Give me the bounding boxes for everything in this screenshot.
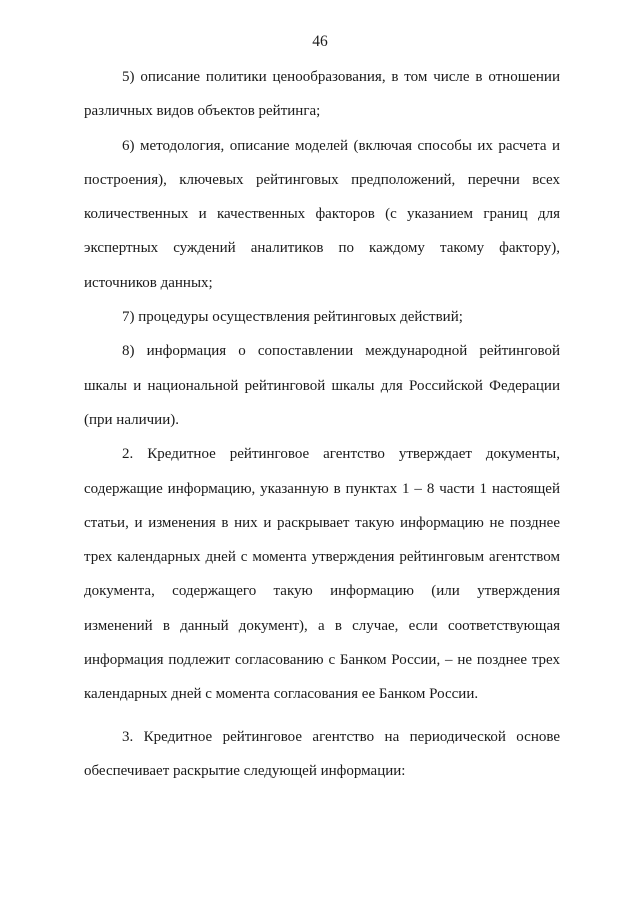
page-number: 46 (312, 33, 328, 50)
paragraph-part-3: 3. Кредитное рейтинговое агентство на периодической основе обеспечивает раскрытие следующей информации: (84, 728, 560, 779)
paragraph-part-2: 2. Кредитное рейтинговое агентство утверждает документы, содержащие информацию, указанную в пунктах 1 – 8 части 1 настоящей статьи, и изменения в них и раскрывает такую информацию не позднее трех календарных дней с момента утверждения рейтинговым агентством документа, содержащего такую информацию (или утверждения изменений в данный документ), а в случае, если соответствующая информация подлежит согласованию с Банком России, – не позднее трех календарных дней с момента согласования ее Банком России. (84, 446, 560, 703)
list-item-5: 5) описание политики ценообразования, в том числе в отношении различных видов объектов рейтинга; (84, 69, 560, 120)
list-item-6: 6) методология, описание моделей (включая способы их расчета и построения), ключевых рейтинговых предположений, перечни всех количественных и качественных факторов (с указанием границ для экспертных суждений аналитиков по каждому такому фактору), источников данных; (84, 137, 560, 291)
document-body (84, 60, 560, 788)
list-item-7: 7) процедуры осуществления рейтинговых действий; (122, 309, 463, 326)
list-item-8: 8) информация о сопоставлении международной рейтинговой шкалы и национальной рейтинговой шкалы для Российской Федерации (при наличии). (84, 343, 560, 428)
